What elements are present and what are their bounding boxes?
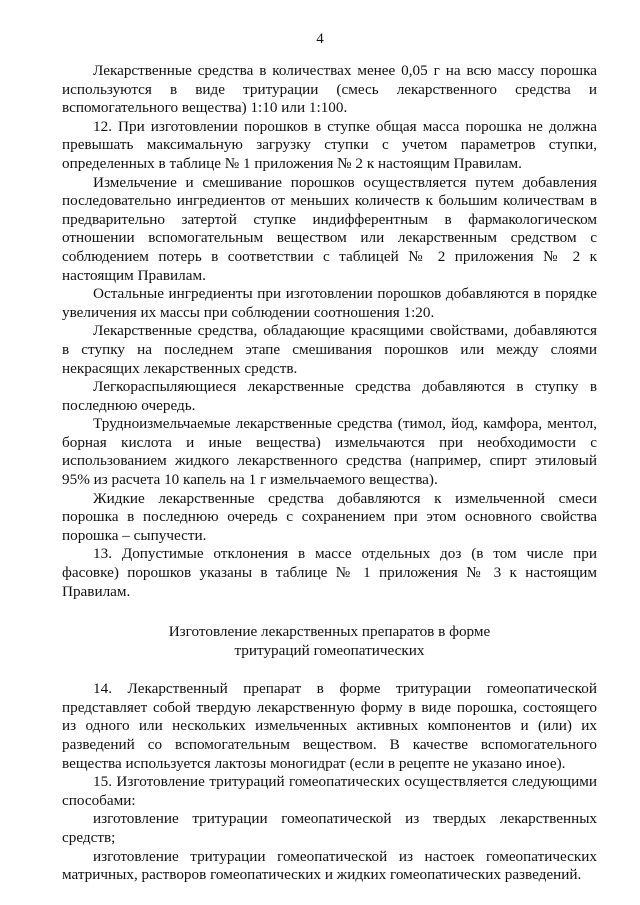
- paragraph-liquid-agents: Жидкие лекарственные средства добавляются к измельченной смеси порошка в последнюю очередь с сохранением при этом основного свойства порошка – сыпучести.: [62, 489, 597, 544]
- paragraph-coloring-agents: Лекарственные средства, обладающие красящими свойствами, добавляются в ступку на последнем этапе смешивания порошков или между слоями некрасящих лекарственных средств.: [62, 322, 597, 377]
- paragraph-15-methods: 15. Изготовление тритураций гомеопатических осуществляется следующими способами:: [62, 773, 597, 809]
- document-body: [62, 62, 597, 885]
- paragraph-13-tolerances: 13. Допустимые отклонения в массе отдельных доз (в том числе при фасовке) порошков указаны в таблице № 1 приложения № 3 к настоящим Правилам.: [62, 545, 597, 600]
- paragraph-grinding-mixing: Измельчение и смешивание порошков осуществляется путем добавления последовательно ингредиентов от меньших количеств к большим количествам в предварительно затертой ступке индифферентным в фармакологическом отношении вспомогательным веществом или лекарственным средством с соблюдением потерь в соответствии с таблицей № 2 приложения № 2 к настоящим Правилам.: [62, 173, 597, 284]
- paragraph-remaining-ingredients: Остальные ингредиенты при изготовлении порошков добавляются в порядке увеличения их массы при соблюдении соотношения 1:20.: [62, 285, 597, 321]
- section-heading-line-2: тритураций гомеопатических: [234, 642, 425, 660]
- paragraph-12-mortar-mass: 12. При изготовлении порошков в ступке общая масса порошка не должна превышать максимальную загрузку ступки с учетом параметров ступки, определенных в таблице № 1 приложения № 2 к настоящим Правилам.: [62, 117, 597, 172]
- paragraph-hard-to-grind: Трудноизмельчаемые лекарственные средства (тимол, йод, камфора, ментол, борная кислота и иные вещества) измельчаются при необходимости с использованием жидкого лекарственного средства (например, спирт этиловый 95% из расчета 10 капель на 1 г измельчаемого вещества).: [62, 415, 597, 489]
- paragraph-14-trituration-definition: 14. Лекарственный препарат в форме тритурации гомеопатической представляет собой твердую лекарственную форму в виде порошка, состоящего из одного или нескольких измельченных активных компонентов и (или) их разведений со вспомогательным веществом. В качестве вспомогательного вещества используется лактозы моногидрат (если в рецепте не указано иное).: [62, 680, 597, 772]
- page-number: 4: [316, 31, 324, 47]
- paragraph-method-tinctures: изготовление тритурации гомеопатической из настоек гомеопатических матричных, растворов гомеопатических и жидких гомеопатических разведений.: [62, 847, 597, 884]
- section-heading: [62, 622, 597, 660]
- paragraph-small-quantities: Лекарственные средства в количествах менее 0,05 г на всю массу порошка используются в виде тритурации (смесь лекарственного средства и вспомогательного вещества) 1:10 или 1:100.: [62, 62, 597, 117]
- section-heading-line-1: Изготовление лекарственных препаратов в форме: [168, 623, 491, 641]
- paragraph-dusting-agents: Легкораспыляющиеся лекарственные средства добавляются в ступку в последнюю очередь.: [62, 378, 597, 414]
- paragraph-method-solid: изготовление тритурации гомеопатической из твердых лекарственных средств;: [62, 810, 597, 846]
